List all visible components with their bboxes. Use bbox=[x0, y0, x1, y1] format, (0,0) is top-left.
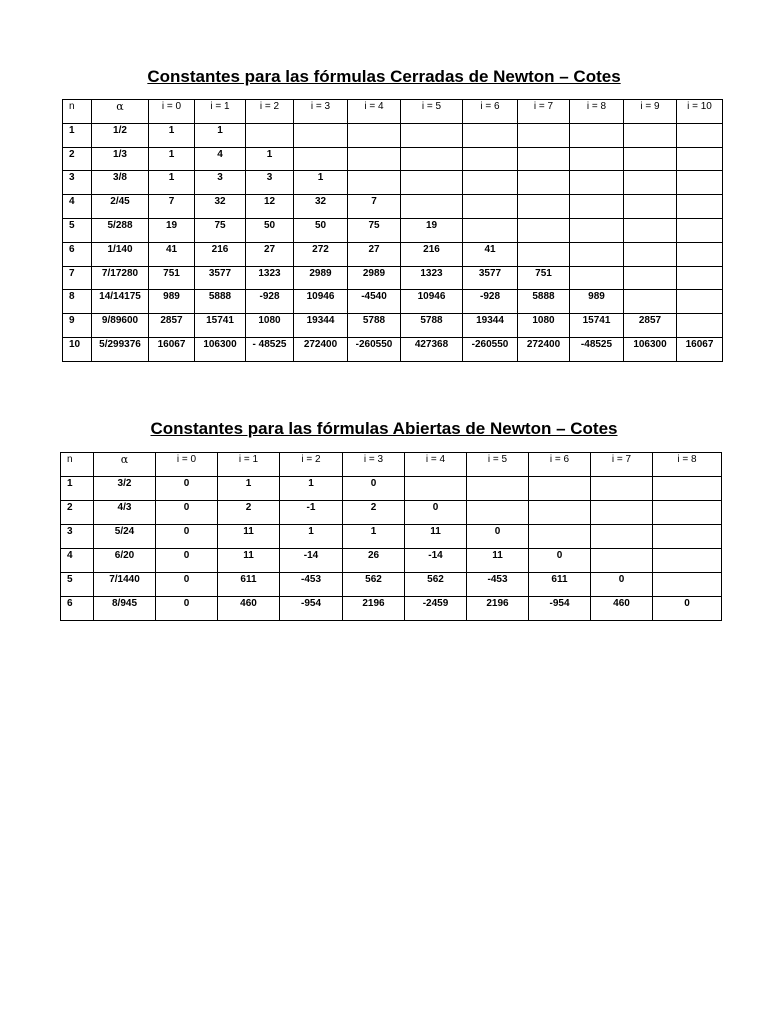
coefficient-cell: -4540 bbox=[348, 290, 401, 314]
row-n-cell: 4 bbox=[61, 549, 94, 573]
coefficient-cell bbox=[463, 147, 518, 171]
coefficient-cell bbox=[653, 525, 722, 549]
coefficient-cell: 2989 bbox=[348, 266, 401, 290]
coefficient-cell: 1323 bbox=[246, 266, 294, 290]
row-n-cell: 2 bbox=[63, 147, 92, 171]
coefficient-cell bbox=[653, 573, 722, 597]
coefficient-cell: 1323 bbox=[401, 266, 463, 290]
coefficient-cell: 0 bbox=[653, 597, 722, 621]
table-row bbox=[63, 195, 723, 219]
coefficient-cell: 26 bbox=[343, 549, 405, 573]
coefficient-cell: 11 bbox=[218, 525, 280, 549]
header-i-10: i = 10 bbox=[677, 100, 723, 124]
coefficient-cell: 0 bbox=[156, 525, 218, 549]
coefficient-cell: 272400 bbox=[294, 337, 348, 361]
alpha-cell: 5/288 bbox=[92, 218, 149, 242]
coefficient-cell bbox=[624, 123, 677, 147]
coefficient-cell: -928 bbox=[463, 290, 518, 314]
alpha-cell: 5/24 bbox=[94, 525, 156, 549]
coefficient-cell bbox=[518, 147, 570, 171]
coefficient-cell: 1 bbox=[294, 171, 348, 195]
coefficient-cell: 0 bbox=[156, 597, 218, 621]
coefficient-cell: 12 bbox=[246, 195, 294, 219]
coefficient-cell bbox=[677, 123, 723, 147]
table-row bbox=[63, 337, 723, 361]
coefficient-cell: 2 bbox=[218, 501, 280, 525]
table-row bbox=[63, 123, 723, 147]
header-i-3: i = 3 bbox=[294, 100, 348, 124]
row-n-cell: 3 bbox=[61, 525, 94, 549]
coefficient-cell: 751 bbox=[149, 266, 195, 290]
alpha-cell: 8/945 bbox=[94, 597, 156, 621]
header-i-4: i = 4 bbox=[348, 100, 401, 124]
coefficient-cell: 15741 bbox=[570, 314, 624, 338]
alpha-cell: 4/3 bbox=[94, 501, 156, 525]
coefficient-cell bbox=[570, 195, 624, 219]
coefficient-cell bbox=[591, 525, 653, 549]
coefficient-cell bbox=[624, 195, 677, 219]
coefficient-cell bbox=[401, 147, 463, 171]
coefficient-cell bbox=[294, 147, 348, 171]
coefficient-cell: 1 bbox=[149, 123, 195, 147]
coefficient-cell bbox=[529, 477, 591, 501]
table-row bbox=[63, 290, 723, 314]
coefficient-cell: 1 bbox=[149, 147, 195, 171]
table-row bbox=[61, 549, 722, 573]
table-row bbox=[63, 314, 723, 338]
coefficient-cell bbox=[463, 218, 518, 242]
coefficient-cell: 16067 bbox=[677, 337, 723, 361]
coefficient-cell: 10946 bbox=[401, 290, 463, 314]
coefficient-cell: 460 bbox=[218, 597, 280, 621]
coefficient-cell bbox=[591, 549, 653, 573]
coefficient-cell bbox=[677, 171, 723, 195]
coefficient-cell: 611 bbox=[218, 573, 280, 597]
coefficient-cell: 50 bbox=[246, 218, 294, 242]
coefficient-cell bbox=[246, 123, 294, 147]
row-n-cell: 7 bbox=[63, 266, 92, 290]
coefficient-cell: 2989 bbox=[294, 266, 348, 290]
coefficient-cell: 5788 bbox=[348, 314, 401, 338]
header-i-2: i = 2 bbox=[280, 453, 343, 477]
coefficient-cell bbox=[677, 314, 723, 338]
coefficient-cell: 2857 bbox=[624, 314, 677, 338]
open-formulas-table bbox=[60, 452, 722, 621]
table-row bbox=[61, 501, 722, 525]
coefficient-cell bbox=[624, 242, 677, 266]
alpha-cell: 5/299376 bbox=[92, 337, 149, 361]
coefficient-cell: 106300 bbox=[624, 337, 677, 361]
header-i-0: i = 0 bbox=[149, 100, 195, 124]
coefficient-cell bbox=[348, 171, 401, 195]
coefficient-cell bbox=[518, 123, 570, 147]
coefficient-cell: 7 bbox=[149, 195, 195, 219]
coefficient-cell: 41 bbox=[149, 242, 195, 266]
alpha-cell: 6/20 bbox=[94, 549, 156, 573]
header-i-8: i = 8 bbox=[653, 453, 722, 477]
coefficient-cell bbox=[677, 218, 723, 242]
coefficient-cell bbox=[529, 501, 591, 525]
coefficient-cell bbox=[570, 242, 624, 266]
coefficient-cell bbox=[348, 147, 401, 171]
coefficient-cell: 427368 bbox=[401, 337, 463, 361]
alpha-cell: 14/14175 bbox=[92, 290, 149, 314]
row-n-cell: 1 bbox=[63, 123, 92, 147]
coefficient-cell bbox=[677, 195, 723, 219]
coefficient-cell: 4 bbox=[195, 147, 246, 171]
coefficient-cell bbox=[591, 501, 653, 525]
coefficient-cell bbox=[294, 123, 348, 147]
coefficient-cell: 989 bbox=[570, 290, 624, 314]
coefficient-cell bbox=[463, 123, 518, 147]
open-formulas-title: Constantes para las fórmulas Abiertas de Newton – Cotes bbox=[150, 419, 618, 438]
coefficient-cell: 0 bbox=[529, 549, 591, 573]
coefficient-cell: 5888 bbox=[195, 290, 246, 314]
header-alpha: α bbox=[92, 100, 149, 124]
row-n-cell: 10 bbox=[63, 337, 92, 361]
coefficient-cell: 1 bbox=[195, 123, 246, 147]
coefficient-cell bbox=[677, 147, 723, 171]
coefficient-cell bbox=[570, 147, 624, 171]
coefficient-cell: -928 bbox=[246, 290, 294, 314]
header-i-0: i = 0 bbox=[156, 453, 218, 477]
table-row bbox=[61, 597, 722, 621]
coefficient-cell: 10946 bbox=[294, 290, 348, 314]
coefficient-cell: 0 bbox=[591, 573, 653, 597]
coefficient-cell bbox=[677, 290, 723, 314]
coefficient-cell: 0 bbox=[156, 477, 218, 501]
coefficient-cell: 2196 bbox=[467, 597, 529, 621]
coefficient-cell: 11 bbox=[405, 525, 467, 549]
coefficient-cell: 27 bbox=[246, 242, 294, 266]
coefficient-cell: 7 bbox=[348, 195, 401, 219]
header-n: n bbox=[63, 100, 92, 124]
coefficient-cell bbox=[405, 477, 467, 501]
coefficient-cell: -2459 bbox=[405, 597, 467, 621]
coefficient-cell bbox=[529, 525, 591, 549]
alpha-cell: 3/8 bbox=[92, 171, 149, 195]
coefficient-cell: -954 bbox=[280, 597, 343, 621]
header-i-1: i = 1 bbox=[195, 100, 246, 124]
row-n-cell: 5 bbox=[63, 218, 92, 242]
coefficient-cell: 216 bbox=[401, 242, 463, 266]
coefficient-cell bbox=[591, 477, 653, 501]
coefficient-cell: 611 bbox=[529, 573, 591, 597]
row-n-cell: 6 bbox=[61, 597, 94, 621]
coefficient-cell: 460 bbox=[591, 597, 653, 621]
alpha-cell: 7/1440 bbox=[94, 573, 156, 597]
row-n-cell: 4 bbox=[63, 195, 92, 219]
coefficient-cell: 2 bbox=[343, 501, 405, 525]
table-header-row bbox=[61, 453, 722, 477]
alpha-cell: 2/45 bbox=[92, 195, 149, 219]
coefficient-cell bbox=[467, 477, 529, 501]
table-header-row bbox=[63, 100, 723, 124]
coefficient-cell: 19344 bbox=[463, 314, 518, 338]
coefficient-cell: 0 bbox=[343, 477, 405, 501]
row-n-cell: 1 bbox=[61, 477, 94, 501]
table-row bbox=[63, 171, 723, 195]
closed-formulas-table bbox=[62, 99, 723, 362]
coefficient-cell: 16067 bbox=[149, 337, 195, 361]
coefficient-cell: 1 bbox=[343, 525, 405, 549]
header-i-8: i = 8 bbox=[570, 100, 624, 124]
coefficient-cell: 3577 bbox=[463, 266, 518, 290]
coefficient-cell: 562 bbox=[405, 573, 467, 597]
coefficient-cell: 75 bbox=[195, 218, 246, 242]
header-i-5: i = 5 bbox=[467, 453, 529, 477]
table-row bbox=[63, 266, 723, 290]
coefficient-cell: 1 bbox=[280, 525, 343, 549]
coefficient-cell: -260550 bbox=[463, 337, 518, 361]
coefficient-cell bbox=[624, 266, 677, 290]
coefficient-cell: 41 bbox=[463, 242, 518, 266]
header-i-9: i = 9 bbox=[624, 100, 677, 124]
coefficient-cell bbox=[653, 477, 722, 501]
coefficient-cell: 2196 bbox=[343, 597, 405, 621]
coefficient-cell: 5888 bbox=[518, 290, 570, 314]
coefficient-cell: 15741 bbox=[195, 314, 246, 338]
table-row bbox=[63, 242, 723, 266]
coefficient-cell bbox=[624, 171, 677, 195]
row-n-cell: 3 bbox=[63, 171, 92, 195]
coefficient-cell: 32 bbox=[294, 195, 348, 219]
coefficient-cell: 3577 bbox=[195, 266, 246, 290]
coefficient-cell bbox=[653, 549, 722, 573]
coefficient-cell: -14 bbox=[405, 549, 467, 573]
coefficient-cell bbox=[518, 195, 570, 219]
coefficient-cell: -453 bbox=[467, 573, 529, 597]
coefficient-cell: 106300 bbox=[195, 337, 246, 361]
coefficient-cell bbox=[401, 195, 463, 219]
coefficient-cell bbox=[624, 147, 677, 171]
coefficient-cell: 272400 bbox=[518, 337, 570, 361]
coefficient-cell: 0 bbox=[405, 501, 467, 525]
coefficient-cell: 11 bbox=[218, 549, 280, 573]
coefficient-cell bbox=[624, 218, 677, 242]
coefficient-cell: 1 bbox=[280, 477, 343, 501]
coefficient-cell: 989 bbox=[149, 290, 195, 314]
header-i-4: i = 4 bbox=[405, 453, 467, 477]
coefficient-cell bbox=[570, 266, 624, 290]
alpha-cell: 3/2 bbox=[94, 477, 156, 501]
coefficient-cell: 1080 bbox=[518, 314, 570, 338]
coefficient-cell: 32 bbox=[195, 195, 246, 219]
coefficient-cell: -453 bbox=[280, 573, 343, 597]
row-n-cell: 9 bbox=[63, 314, 92, 338]
coefficient-cell: 562 bbox=[343, 573, 405, 597]
coefficient-cell: 19 bbox=[149, 218, 195, 242]
coefficient-cell bbox=[624, 290, 677, 314]
header-n: n bbox=[61, 453, 94, 477]
coefficient-cell bbox=[518, 218, 570, 242]
coefficient-cell: 1080 bbox=[246, 314, 294, 338]
coefficient-cell: 19 bbox=[401, 218, 463, 242]
coefficient-cell: -1 bbox=[280, 501, 343, 525]
coefficient-cell: 1 bbox=[246, 147, 294, 171]
coefficient-cell bbox=[518, 171, 570, 195]
coefficient-cell bbox=[463, 171, 518, 195]
coefficient-cell: 19344 bbox=[294, 314, 348, 338]
coefficient-cell: 1 bbox=[218, 477, 280, 501]
table-row bbox=[63, 218, 723, 242]
coefficient-cell: 0 bbox=[156, 573, 218, 597]
coefficient-cell: 3 bbox=[246, 171, 294, 195]
header-i-7: i = 7 bbox=[518, 100, 570, 124]
coefficient-cell bbox=[677, 242, 723, 266]
row-n-cell: 6 bbox=[63, 242, 92, 266]
coefficient-cell: -48525 bbox=[570, 337, 624, 361]
header-i-6: i = 6 bbox=[529, 453, 591, 477]
alpha-cell: 7/17280 bbox=[92, 266, 149, 290]
coefficient-cell: -954 bbox=[529, 597, 591, 621]
coefficient-cell bbox=[463, 195, 518, 219]
coefficient-cell bbox=[401, 171, 463, 195]
table-row bbox=[61, 477, 722, 501]
header-i-3: i = 3 bbox=[343, 453, 405, 477]
header-i-6: i = 6 bbox=[463, 100, 518, 124]
coefficient-cell: -14 bbox=[280, 549, 343, 573]
coefficient-cell: 1 bbox=[149, 171, 195, 195]
coefficient-cell bbox=[653, 501, 722, 525]
header-alpha: α bbox=[94, 453, 156, 477]
alpha-cell: 9/89600 bbox=[92, 314, 149, 338]
alpha-cell: 1/3 bbox=[92, 147, 149, 171]
coefficient-cell: 0 bbox=[156, 501, 218, 525]
table-row bbox=[61, 573, 722, 597]
coefficient-cell: 11 bbox=[467, 549, 529, 573]
coefficient-cell: 75 bbox=[348, 218, 401, 242]
table-row bbox=[61, 525, 722, 549]
row-n-cell: 5 bbox=[61, 573, 94, 597]
closed-formulas-title: Constantes para las fórmulas Cerradas de Newton – Cotes bbox=[147, 67, 621, 86]
coefficient-cell bbox=[677, 266, 723, 290]
row-n-cell: 8 bbox=[63, 290, 92, 314]
header-i-2: i = 2 bbox=[246, 100, 294, 124]
coefficient-cell: 751 bbox=[518, 266, 570, 290]
coefficient-cell bbox=[570, 123, 624, 147]
header-i-5: i = 5 bbox=[401, 100, 463, 124]
coefficient-cell bbox=[518, 242, 570, 266]
coefficient-cell: 5788 bbox=[401, 314, 463, 338]
coefficient-cell: - 48525 bbox=[246, 337, 294, 361]
coefficient-cell bbox=[348, 123, 401, 147]
row-n-cell: 2 bbox=[61, 501, 94, 525]
coefficient-cell: -260550 bbox=[348, 337, 401, 361]
header-i-7: i = 7 bbox=[591, 453, 653, 477]
table-row bbox=[63, 147, 723, 171]
coefficient-cell: 2857 bbox=[149, 314, 195, 338]
coefficient-cell: 272 bbox=[294, 242, 348, 266]
coefficient-cell: 50 bbox=[294, 218, 348, 242]
coefficient-cell: 3 bbox=[195, 171, 246, 195]
header-i-1: i = 1 bbox=[218, 453, 280, 477]
coefficient-cell: 0 bbox=[467, 525, 529, 549]
alpha-cell: 1/2 bbox=[92, 123, 149, 147]
coefficient-cell bbox=[570, 171, 624, 195]
coefficient-cell: 27 bbox=[348, 242, 401, 266]
alpha-cell: 1/140 bbox=[92, 242, 149, 266]
coefficient-cell bbox=[570, 218, 624, 242]
coefficient-cell bbox=[467, 501, 529, 525]
coefficient-cell: 216 bbox=[195, 242, 246, 266]
coefficient-cell bbox=[401, 123, 463, 147]
coefficient-cell: 0 bbox=[156, 549, 218, 573]
